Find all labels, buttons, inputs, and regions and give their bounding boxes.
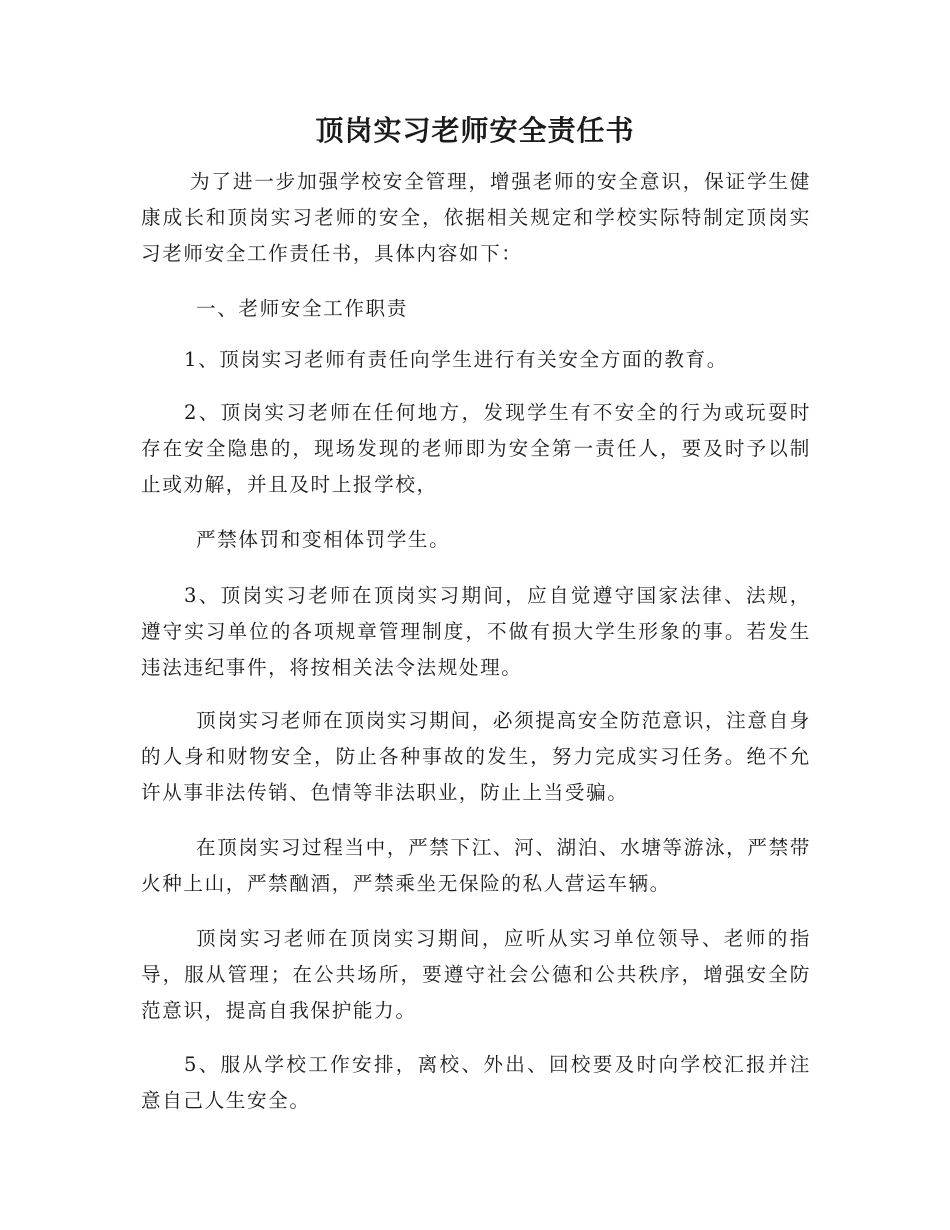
document-title: 顶岗实习老师安全责任书	[315, 114, 635, 147]
paragraph-item-2: 2、顶岗实习老师在任何地方，发现学生有不安全的行为或玩耍时存在安全隐患的，现场发现的老师即为安全第一责任人，要及时予以制止或劝解，并且及时上报学校，	[141, 401, 811, 496]
paragraph-item-5: 5、服从学校工作安排，离校、外出、回校要及时向学校汇报并注意自己人生安全。	[141, 1053, 811, 1112]
paragraph-no-punishment: 严禁体罚和变相体罚学生。	[196, 528, 451, 551]
paragraph-obey-management: 顶岗实习老师在顶岗实习期间，应听从实习单位领导、老师的指导，服从管理；在公共场所，要遵守社会公德和公共秩序，增强安全防范意识，提高自我保护能力。	[141, 927, 811, 1022]
paragraph-item-3: 3、顶岗实习老师在顶岗实习期间，应自觉遵守国家法律、法规，遵守实习单位的各项规章管理制度，不做有损大学生形象的事。若发生违法违纪事件，将按相关法令法规处理。	[141, 584, 811, 679]
section-heading: 一、老师安全工作职责	[196, 297, 408, 320]
paragraph-safety-awareness: 顶岗实习老师在顶岗实习期间，必须提高安全防范意识，注意自身的人身和财物安全，防止各种事故的发生，努力完成实习任务。绝不允许从事非法传销、色情等非法职业，防止上当受骗。	[141, 709, 811, 804]
paragraph-prohibitions: 在顶岗实习过程当中，严禁下江、河、湖泊、水塘等游泳，严禁带火种上山，严禁酗酒，严禁乘坐无保险的私人营运车辆。	[141, 836, 811, 895]
intro-paragraph: 为了进一步加强学校安全管理，增强老师的安全意识，保证学生健康成长和顶岗实习老师的安全，依据相关规定和学校实际特制定顶岗实习老师安全工作责任书，具体内容如下：	[141, 170, 811, 265]
paragraph-item-1: 1、顶岗实习老师有责任向学生进行有关安全方面的教育。	[184, 348, 728, 371]
